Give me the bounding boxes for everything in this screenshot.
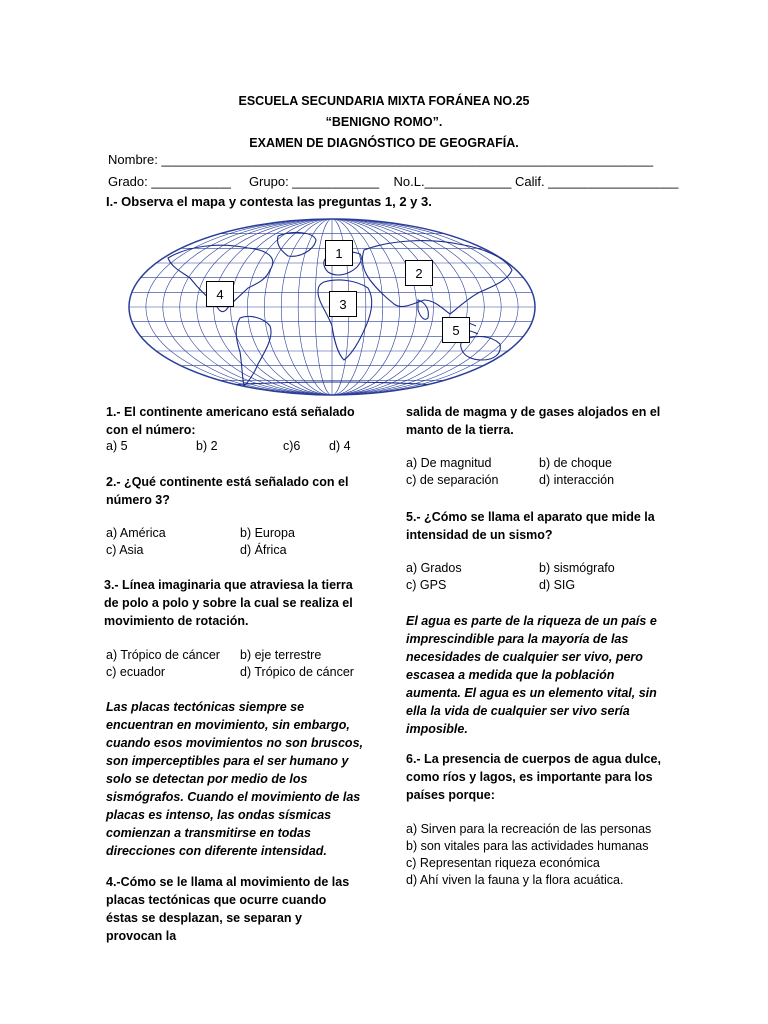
map-label-1: 1 [325, 240, 353, 266]
question-3-options [106, 647, 376, 683]
q4-option-d[interactable]: d) interacción [539, 473, 615, 487]
q5-option-c[interactable]: c) GPS [406, 578, 447, 592]
q5-option-a[interactable]: a) Grados [406, 561, 462, 575]
q1-option-b[interactable]: b) 2 [196, 439, 218, 453]
question-4-options [406, 455, 666, 491]
q1-option-a[interactable]: a) 5 [106, 439, 128, 453]
map-label-3: 3 [329, 291, 357, 317]
q6-option-b[interactable]: b) son vitales para las actividades humanas [406, 839, 649, 853]
school-title: “BENIGNO ROMO”. [325, 115, 443, 129]
q1-option-c[interactable]: c)6 [283, 439, 301, 453]
question-1: 1.- El continente americano está señalado con el número: [106, 405, 355, 437]
reading-plates: Las placas tectónicas siempre se encuentran en movimiento, sin embargo, cuando esos movimientos no son bruscos, son imperceptibles para el ser humano y solo se detectan por medio de los sismógrafos. Cuando el movimiento de las placas es intenso, las ondas sísmicas comienzan a transmitirse en todas direcciones con diferente intensidad. [106, 700, 363, 858]
map-label-4: 4 [206, 281, 234, 307]
question-2-options [106, 525, 376, 561]
exam-title: EXAMEN DE DIAGNÓSTICO DE GEOGRAFÍA. [249, 136, 519, 150]
nombre-field[interactable]: Nombre: ____________________________________________________________________ [108, 152, 654, 167]
school-name: ESCUELA SECUNDARIA MIXTA FORÁNEA NO.25 [238, 94, 530, 108]
q6-option-a[interactable]: a) Sirven para la recreación de las personas [406, 822, 652, 836]
q1-option-d[interactable]: d) 4 [329, 439, 351, 453]
question-5-options [406, 560, 666, 596]
q2-option-d[interactable]: d) África [240, 543, 287, 557]
q6-option-d[interactable]: d) Ahí viven la fauna y la flora acuática. [406, 873, 624, 887]
map-label-2: 2 [405, 260, 433, 286]
q4-option-a[interactable]: a) De magnitud [406, 456, 492, 470]
q2-option-b[interactable]: b) Europa [240, 526, 295, 540]
reading-water: El agua es parte de la riqueza de un país e imprescindible para la mayoría de las necesidades de cualquier ser vivo, pero escasea a medida que la población aumenta. El agua es un elemento vital, sin ella la vida de cualquier ser vivo sería imposible. [406, 614, 657, 736]
grado-grupo-field[interactable]: Grado: ___________ Grupo: ____________ No.L.____________ Calif. __________________ [108, 174, 679, 189]
question-5: 5.- ¿Cómo se llama el aparato que mide la intensidad de un sismo? [406, 510, 655, 542]
q4-option-b[interactable]: b) de choque [539, 456, 612, 470]
question-6-options [406, 821, 686, 893]
section-1-instructions: I.- Observa el mapa y contesta las preguntas 1, 2 y 3. [106, 194, 432, 209]
q3-option-b[interactable]: b) eje terrestre [240, 648, 322, 662]
question-1-options [106, 438, 376, 456]
question-4-continued: salida de magma y de gases alojados en el manto de la tierra. [406, 405, 661, 437]
q4-option-c[interactable]: c) de separación [406, 473, 499, 487]
q3-option-c[interactable]: c) ecuador [106, 665, 166, 679]
q5-option-b[interactable]: b) sismógrafo [539, 561, 615, 575]
map-label-5: 5 [442, 317, 470, 343]
question-2: 2.- ¿Qué continente está señalado con el número 3? [106, 475, 349, 507]
question-3: 3.- Línea imaginaria que atraviesa la tierra de polo a polo y sobre la cual se realiza el movimiento de rotación. [104, 578, 353, 628]
q5-option-d[interactable]: d) SIG [539, 578, 576, 592]
question-4: 4.-Cómo se le llama al movimiento de las placas tectónicas que ocurre cuando éstas se desplazan, se separan y provocan la [106, 875, 350, 943]
q6-option-c[interactable]: c) Representan riqueza económica [406, 856, 600, 870]
q2-option-a[interactable]: a) América [106, 526, 166, 540]
q3-option-a[interactable]: a) Trópico de cáncer [106, 648, 220, 662]
q2-option-c[interactable]: c) Asia [106, 543, 144, 557]
question-6: 6.- La presencia de cuerpos de agua dulce, como ríos y lagos, es importante para los países porque: [406, 752, 661, 802]
q3-option-d[interactable]: d) Trópico de cáncer [240, 665, 354, 679]
